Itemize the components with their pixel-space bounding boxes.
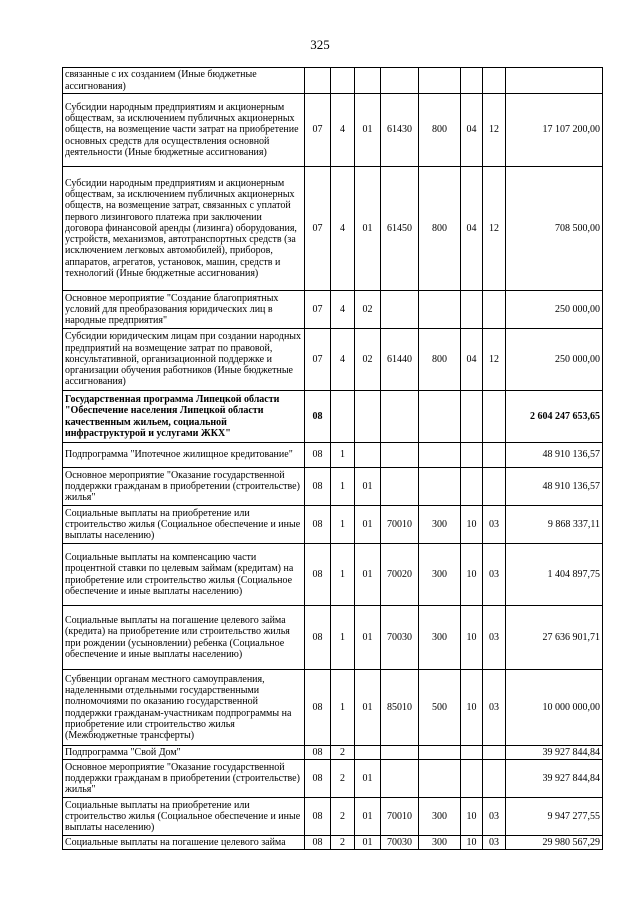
code-program: 07 (305, 291, 331, 329)
code-program: 08 (305, 468, 331, 506)
code-direction (381, 760, 419, 798)
code-program: 08 (305, 670, 331, 746)
code-program: 08 (305, 606, 331, 670)
code-program: 07 (305, 94, 331, 167)
code-direction (381, 68, 419, 94)
code-expense-type (419, 760, 461, 798)
row-amount: 708 500,00 (506, 167, 603, 291)
code-expense-type (419, 443, 461, 468)
code-program: 08 (305, 506, 331, 544)
code-subsection: 12 (483, 329, 506, 391)
budget-table (62, 67, 603, 850)
code-program: 07 (305, 167, 331, 291)
code-section (461, 68, 483, 94)
row-description: Социальные выплаты на приобретение или строительство жилья (Социальное обеспечение и иные выплаты населению) (63, 798, 305, 836)
code-activity: 01 (355, 468, 381, 506)
code-program: 08 (305, 544, 331, 606)
code-direction (381, 468, 419, 506)
code-activity: 01 (355, 606, 381, 670)
code-subprogram: 4 (331, 167, 355, 291)
code-direction: 85010 (381, 670, 419, 746)
table-row (63, 746, 603, 760)
row-description: Субвенции органам местного самоуправления, наделенными отдельными государственными полномочиями по оказанию государственной поддержки гражданам-участникам подпрограммы на приобретение или строительство жилья (Межбюджетные трансферты) (63, 670, 305, 746)
code-direction: 70010 (381, 506, 419, 544)
table-row (63, 68, 603, 94)
code-subsection: 03 (483, 544, 506, 606)
code-section: 04 (461, 167, 483, 291)
code-program (305, 68, 331, 94)
row-description: Субсидии народным предприятиям и акционерным обществам, за исключением публичных акционерных обществ, на возмещение затрат, связанных с уплатой первого лизингового платежа при заключении договора финансовой аренды (лизинга) оборудования, устройств, механизмов, автотранспортных средств (за исключением легковых автомобилей), приборов, аппаратов, агрегатов, установок, машин, средств и технологий (Иные бюджетные ассигнования) (63, 167, 305, 291)
row-amount: 250 000,00 (506, 291, 603, 329)
row-amount (506, 68, 603, 94)
code-activity (355, 391, 381, 443)
code-subsection (483, 760, 506, 798)
code-subprogram: 1 (331, 670, 355, 746)
code-subsection: 03 (483, 506, 506, 544)
code-expense-type: 800 (419, 94, 461, 167)
row-amount: 250 000,00 (506, 329, 603, 391)
code-subsection (483, 68, 506, 94)
code-subsection (483, 291, 506, 329)
page-number: 325 (310, 37, 330, 52)
code-subprogram: 1 (331, 468, 355, 506)
code-program: 08 (305, 746, 331, 760)
code-expense-type (419, 391, 461, 443)
code-direction: 70010 (381, 798, 419, 836)
row-amount: 2 604 247 653,65 (506, 391, 603, 443)
row-description: Субсидии юридическим лицам при создании народных предприятий на возмещение затрат по правовой, консультативной, организационной поддержке и организации обучения работников (Иные бюджетные ассигнования) (63, 329, 305, 391)
table-row (63, 670, 603, 746)
code-direction (381, 291, 419, 329)
table-row (63, 468, 603, 506)
row-amount: 39 927 844,84 (506, 746, 603, 760)
code-section (461, 391, 483, 443)
code-subprogram: 4 (331, 291, 355, 329)
table-row (63, 391, 603, 443)
code-direction (381, 746, 419, 760)
code-subprogram: 1 (331, 506, 355, 544)
code-subsection (483, 746, 506, 760)
code-expense-type: 300 (419, 544, 461, 606)
table-row (63, 798, 603, 836)
code-activity: 01 (355, 760, 381, 798)
code-activity (355, 746, 381, 760)
code-activity: 01 (355, 836, 381, 850)
table-row (63, 94, 603, 167)
code-expense-type: 300 (419, 606, 461, 670)
code-expense-type (419, 291, 461, 329)
table-row (63, 544, 603, 606)
code-direction (381, 391, 419, 443)
table-row (63, 167, 603, 291)
code-subprogram: 2 (331, 746, 355, 760)
code-program: 07 (305, 329, 331, 391)
row-amount: 9 947 277,55 (506, 798, 603, 836)
row-amount: 27 636 901,71 (506, 606, 603, 670)
code-program: 08 (305, 443, 331, 468)
code-section: 10 (461, 544, 483, 606)
code-program: 08 (305, 836, 331, 850)
row-description: Социальные выплаты на погашение целевого займа (кредита) на приобретение или строительство жилья при рождении (усыновлении) ребенка (Социальное обеспечение и иные выплаты населению) (63, 606, 305, 670)
row-description: Государственная программа Липецкой области "Обеспечение населения Липецкой области качественным жильем, социальной инфраструктурой и услугами ЖКХ" (63, 391, 305, 443)
code-section (461, 443, 483, 468)
code-subsection: 03 (483, 836, 506, 850)
code-expense-type: 300 (419, 798, 461, 836)
row-description: Основное мероприятие "Оказание государственной поддержки гражданам в приобретении (строительстве) жилья" (63, 468, 305, 506)
code-subprogram: 2 (331, 836, 355, 850)
row-description: Субсидии народным предприятиям и акционерным обществам, за исключением публичных акционерных обществ, на возмещение части затрат на приобретение основных средств для осуществления основной деятельности (Иные бюджетные ассигнования) (63, 94, 305, 167)
row-amount: 48 910 136,57 (506, 468, 603, 506)
code-section: 10 (461, 670, 483, 746)
row-amount: 29 980 567,29 (506, 836, 603, 850)
code-section: 10 (461, 798, 483, 836)
row-description: Социальные выплаты на компенсацию части процентной ставки по целевым займам (кредитам) на приобретение или строительство жилья (Социальное обеспечение и иные выплаты населению) (63, 544, 305, 606)
row-amount: 9 868 337,11 (506, 506, 603, 544)
table-row (63, 329, 603, 391)
table-row (63, 291, 603, 329)
table-row (63, 506, 603, 544)
code-subsection (483, 468, 506, 506)
row-description: Основное мероприятие "Создание благоприятных условий для преобразования юридических лиц в народные предприятия" (63, 291, 305, 329)
row-description: Основное мероприятие "Оказание государственной поддержки гражданам в приобретении (строительстве) жилья" (63, 760, 305, 798)
table-row (63, 443, 603, 468)
table-row (63, 760, 603, 798)
code-activity: 02 (355, 329, 381, 391)
code-program: 08 (305, 798, 331, 836)
table-row (63, 836, 603, 850)
row-amount: 1 404 897,75 (506, 544, 603, 606)
code-activity: 01 (355, 94, 381, 167)
code-subprogram: 1 (331, 443, 355, 468)
code-direction: 61430 (381, 94, 419, 167)
code-subprogram: 1 (331, 606, 355, 670)
row-amount: 48 910 136,57 (506, 443, 603, 468)
code-subprogram (331, 68, 355, 94)
code-subprogram: 4 (331, 94, 355, 167)
code-subprogram: 4 (331, 329, 355, 391)
code-section (461, 291, 483, 329)
table-row (63, 606, 603, 670)
row-description: Социальные выплаты на приобретение или строительство жилья (Социальное обеспечение и иные выплаты населению) (63, 506, 305, 544)
code-subsection: 12 (483, 167, 506, 291)
code-activity: 01 (355, 167, 381, 291)
code-activity: 01 (355, 506, 381, 544)
code-section: 10 (461, 506, 483, 544)
row-description: Социальные выплаты на погашение целевого займа (63, 836, 305, 850)
code-expense-type: 800 (419, 167, 461, 291)
code-section: 04 (461, 329, 483, 391)
code-subsection: 12 (483, 94, 506, 167)
code-subsection: 03 (483, 606, 506, 670)
code-subprogram: 1 (331, 544, 355, 606)
code-subsection (483, 391, 506, 443)
code-subprogram: 2 (331, 798, 355, 836)
code-activity (355, 68, 381, 94)
code-program: 08 (305, 391, 331, 443)
row-description: Подпрограмма "Ипотечное жилищное кредитование" (63, 443, 305, 468)
code-expense-type: 500 (419, 670, 461, 746)
code-activity: 02 (355, 291, 381, 329)
code-program: 08 (305, 760, 331, 798)
code-section (461, 468, 483, 506)
code-direction (381, 443, 419, 468)
code-expense-type (419, 68, 461, 94)
code-direction: 61450 (381, 167, 419, 291)
code-subsection (483, 443, 506, 468)
code-subsection: 03 (483, 798, 506, 836)
row-amount: 10 000 000,00 (506, 670, 603, 746)
code-section (461, 760, 483, 798)
code-section: 10 (461, 606, 483, 670)
code-direction: 70030 (381, 606, 419, 670)
code-direction: 70030 (381, 836, 419, 850)
code-section: 04 (461, 94, 483, 167)
code-activity: 01 (355, 544, 381, 606)
code-subprogram (331, 391, 355, 443)
code-section: 10 (461, 836, 483, 850)
code-expense-type: 800 (419, 329, 461, 391)
row-description: Подпрограмма "Свой Дом" (63, 746, 305, 760)
code-direction: 70020 (381, 544, 419, 606)
code-expense-type (419, 746, 461, 760)
row-amount: 17 107 200,00 (506, 94, 603, 167)
code-activity: 01 (355, 798, 381, 836)
code-activity: 01 (355, 670, 381, 746)
code-expense-type (419, 468, 461, 506)
row-description: связанные с их созданием (Иные бюджетные ассигнования) (63, 68, 305, 94)
code-expense-type: 300 (419, 836, 461, 850)
code-section (461, 746, 483, 760)
code-expense-type: 300 (419, 506, 461, 544)
code-subprogram: 2 (331, 760, 355, 798)
code-activity (355, 443, 381, 468)
row-amount: 39 927 844,84 (506, 760, 603, 798)
code-direction: 61440 (381, 329, 419, 391)
code-subsection: 03 (483, 670, 506, 746)
